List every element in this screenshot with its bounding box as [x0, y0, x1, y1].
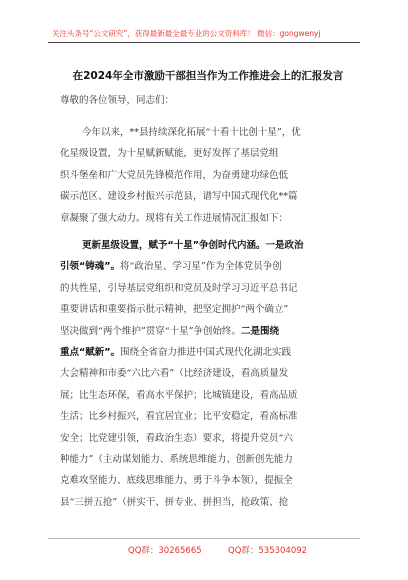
line-text: 的共性星，引导基层党组织和党员及时学习习近平总书记 [60, 282, 298, 294]
line-text: 县“三拼五抢”（拼实干、拼专业、拼担当，抢政策、抢 [60, 496, 289, 508]
body-line [60, 387, 360, 401]
body-line [60, 408, 360, 422]
body-line [82, 124, 382, 138]
body-line [60, 344, 360, 358]
salutation: 尊敬的各位领导，同志们： [60, 95, 175, 106]
body-line [60, 167, 360, 181]
body-line [60, 451, 360, 465]
footer-qq-group-1: QQ群：30265665 [128, 546, 202, 556]
document-title: 在2024年全市激励干部担当作为工作推进会上的汇报发言 [72, 70, 344, 82]
body-line [60, 472, 360, 486]
line-text: 坚决做到“两个维护”贯穿“十星”争创始终。 [60, 325, 241, 337]
line-text: 大会精神和市委“六比六看”（比经济建设，看高质量发 [60, 368, 289, 380]
bold-heading-text: 引领“铸魂”。 [60, 261, 120, 273]
line-text: 今年以来，**县持续深化拓展“十看十比创十星”，优 [82, 127, 301, 138]
line-text: 化星级设置，为十星赋新赋能，更好发挥了基层党组 [60, 148, 279, 160]
line-text: 种能力”（主动谋划能力、系统思维能力、创新创先能力 [60, 454, 293, 465]
header-promo-text: 关注头条号“公文研究”，获得最新最全最专业的公文资料库！ 微信：gongwenyj [52, 29, 321, 38]
line-text: 克难攻坚能力、底线思维能力、勇于斗争本领），提振全 [60, 475, 293, 487]
body-line [60, 188, 360, 202]
bold-heading-text: 更新星级设置，赋予“十星”争创时代内涵。一是政治 [82, 240, 304, 251]
body-line [60, 430, 360, 444]
line-text: 将“政治星、学习星”作为全体党员争创 [120, 261, 282, 273]
footer-divider [48, 538, 360, 539]
body-line [60, 323, 360, 337]
body-line [60, 494, 360, 508]
line-text: 碳示范区、建设乡村振兴示范县，谱写中国式现代化**篇 [60, 191, 298, 203]
body-line [60, 258, 360, 272]
line-text: 围绕全省奋力推进中国式现代化湖北实践 [120, 347, 292, 358]
line-text: 生活；比乡村振兴，看宜居宜业；比平安稳定，看高标准 [60, 411, 298, 423]
body-line [60, 365, 360, 379]
body-line [60, 210, 360, 224]
line-text: 安全；比党建引领，看政治生态）要求，将提升党员“六 [60, 432, 293, 444]
line-text: 织斗堡垒和广大党员先锋模范作用，为奋勇建功绿色低 [60, 169, 289, 181]
bold-heading-text: 二是围绕 [240, 325, 279, 337]
bold-heading-text: 重点“赋新”。 [60, 347, 120, 358]
body-line [60, 301, 360, 315]
body-line [82, 237, 382, 251]
line-text: 展；比生态环保，看高水平保护；比城镇建设，看高品质 [60, 389, 298, 401]
footer-qq-group-2: QQ群：535304092 [228, 546, 308, 556]
body-line [60, 145, 360, 159]
line-text: 重要讲话和重要指示批示精神，把坚定拥护“两个确立” [60, 304, 289, 316]
line-text: 章凝聚了强大动力。现将有关工作进展情况汇报如下： [60, 212, 289, 224]
body-line [60, 280, 360, 294]
header-divider [48, 42, 360, 43]
